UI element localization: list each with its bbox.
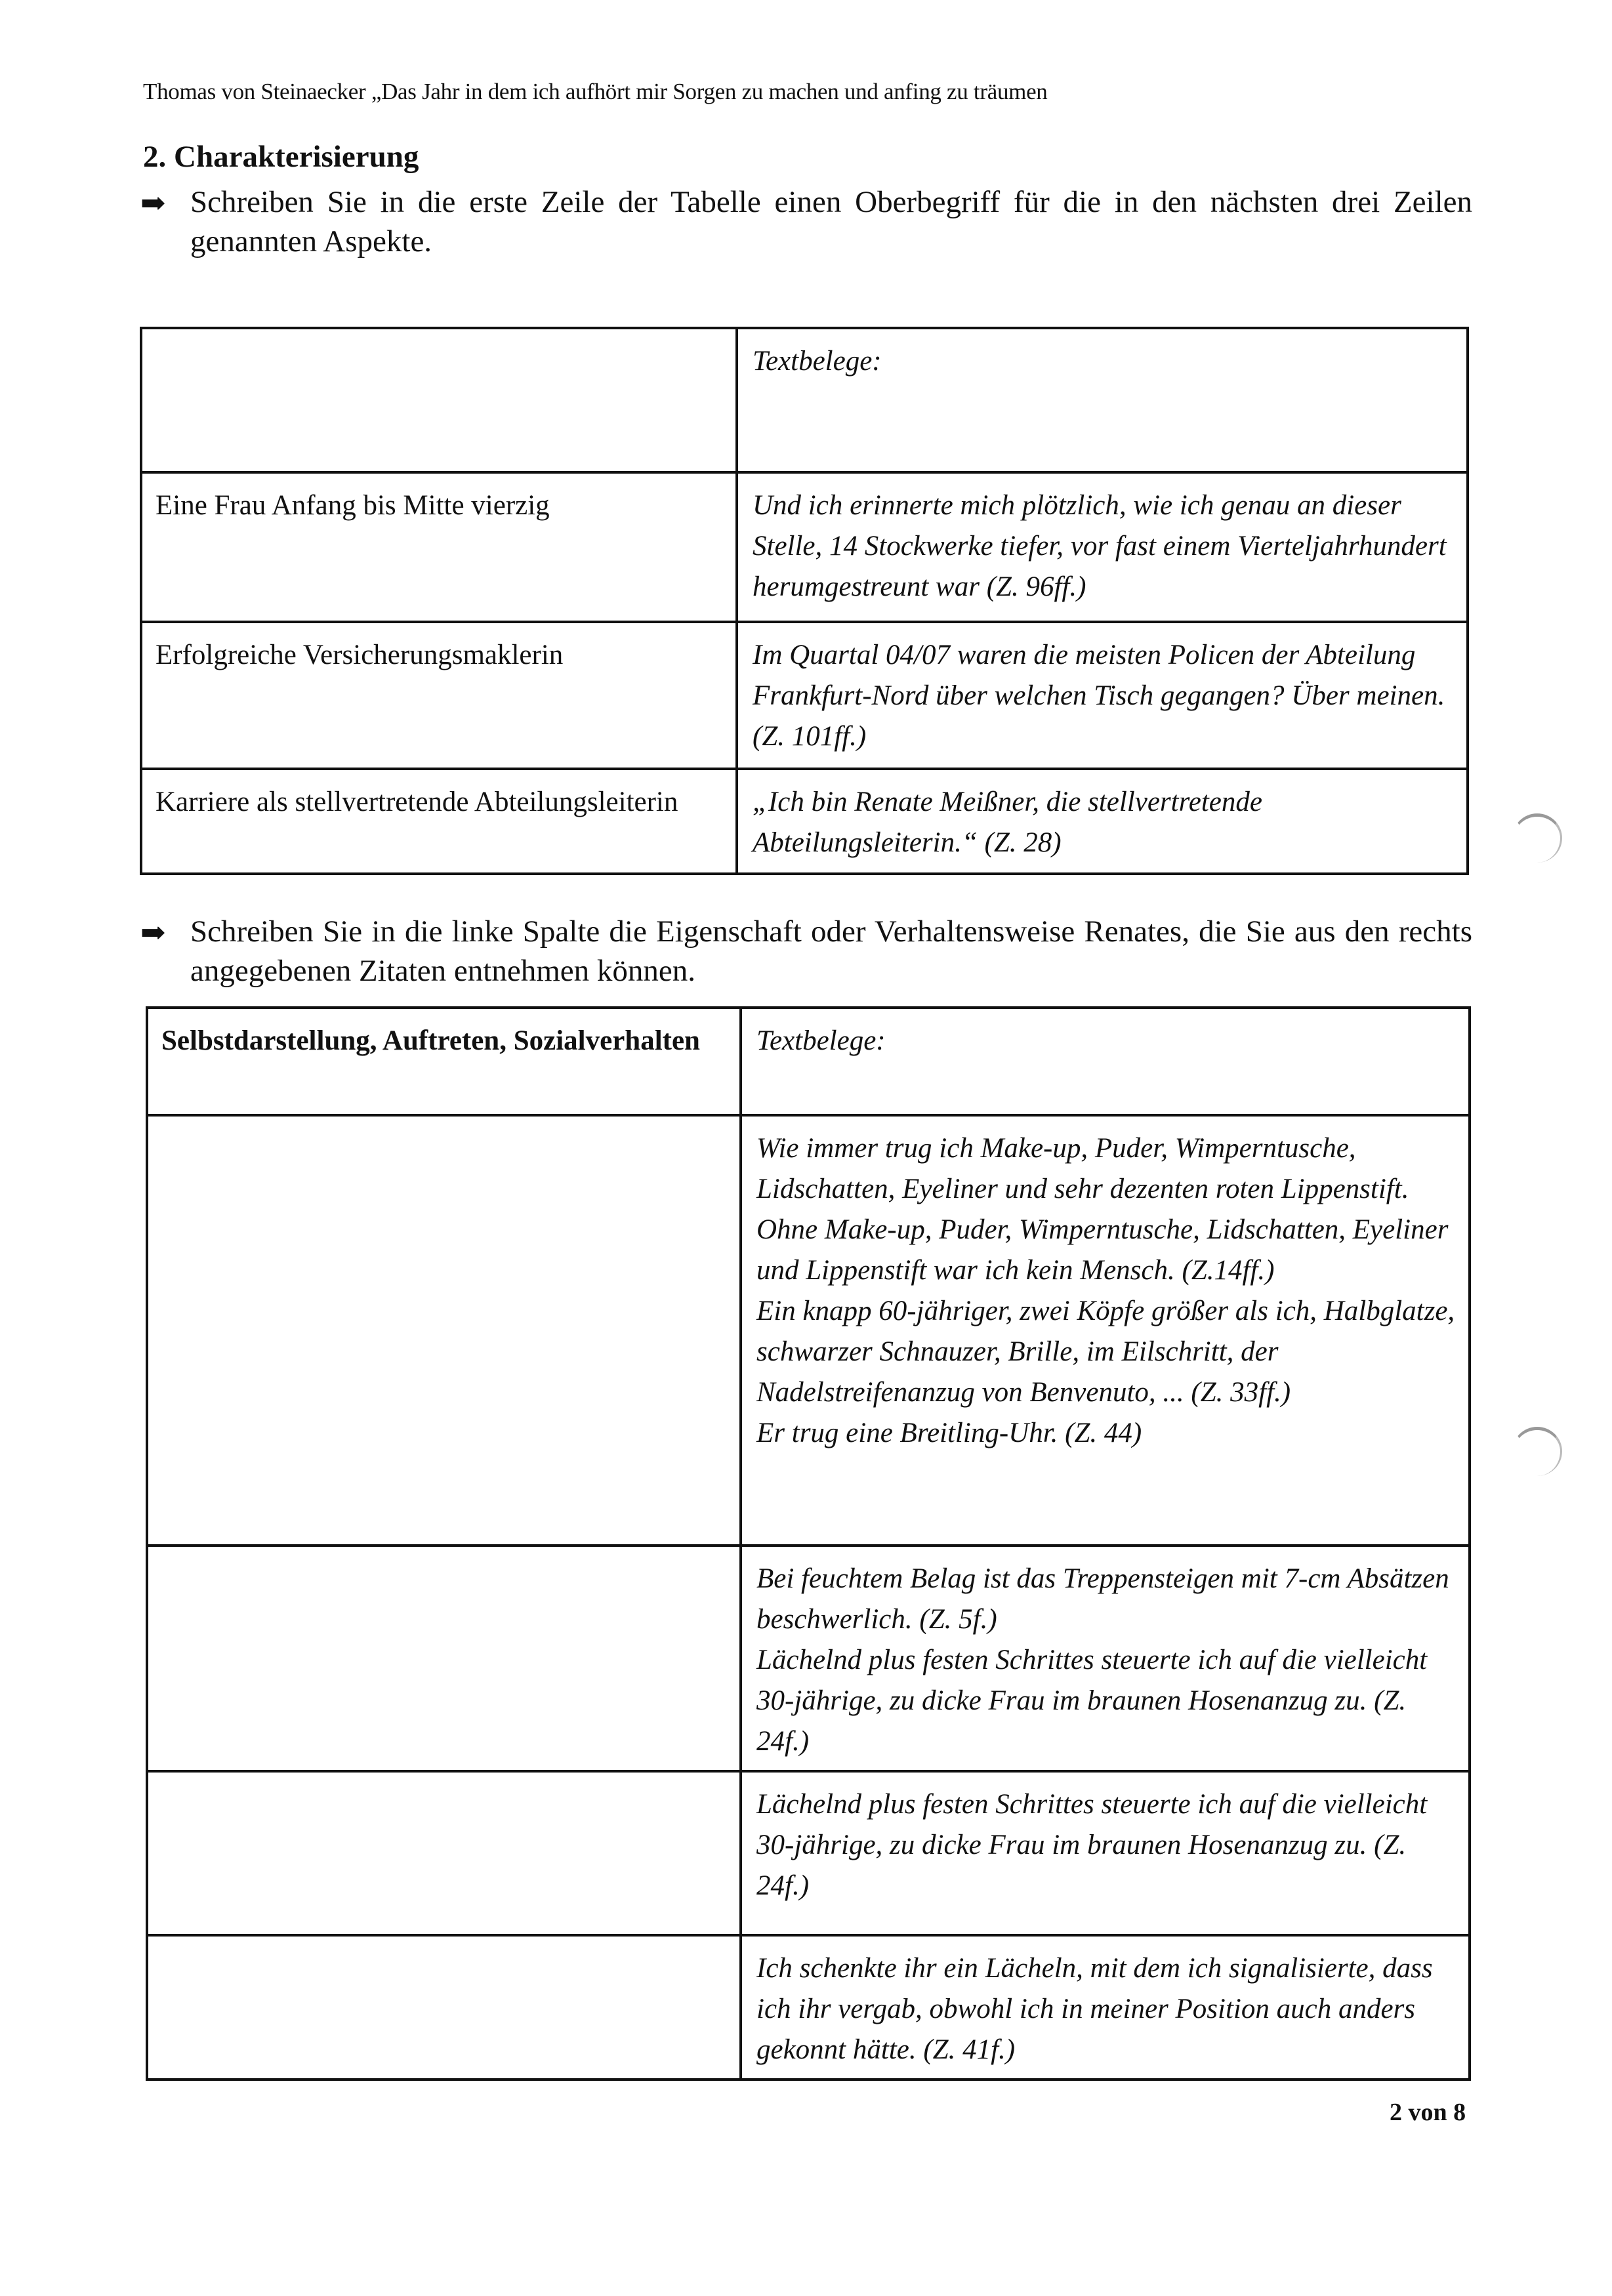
instruction-1-text: Schreiben Sie in die erste Zeile der Tabelle einen Oberbegriff für die in den nächsten drei Zeilen genannten Aspekte. — [190, 185, 1472, 258]
table2-row-4-answer-cell[interactable] — [147, 1935, 741, 2080]
table2-row-4-right: Ich schenkte ihr ein Lächeln, mit dem ich signalisierte, dass ich ihr vergab, obwohl ich in meiner Position auch anders gekonnt hätte. (Z. 41f.) — [741, 1935, 1470, 2080]
document-header: Thomas von Steinaecker „Das Jahr in dem ich aufhört mir Sorgen zu machen und anfing zu träumen — [143, 79, 1048, 104]
table1-row-3-right: „Ich bin Renate Meißner, die stellvertretende Abteilungsleiterin.“ (Z. 28) — [737, 769, 1468, 874]
table2-header-right-cell: Textbelege: — [741, 1008, 1470, 1115]
section-title: 2. Charakterisierung — [143, 140, 419, 174]
arrow-right-icon: ➡ — [140, 186, 166, 220]
table1-row-1-right: Und ich erinnerte mich plötzlich, wie ich genau an dieser Stelle, 14 Stockwerke tiefer, vor fast einem Vierteljahrhundert herumgestreunt war (Z. 96ff.) — [737, 472, 1468, 622]
page-number: 2 von 8 — [1390, 2099, 1466, 2126]
table2-row-3-answer-cell[interactable] — [147, 1771, 741, 1935]
table2-row-1-right: Wie immer trug ich Make-up, Puder, Wimperntusche, Lidschatten, Eyeliner und sehr dezenten roten Lippenstift. Ohne Make-up, Puder, Wimperntusche, Lidschatten, Eyeliner und Lippenstift war ich kein Mensch. (Z.14ff.) Ein knapp 60-jähriger, zwei Köpfe größer als ich, Halbglatze, schwarzer Schnauzer, Brille, im Eilschritt, der Nadelstreifenanzug von Benvenuto, ... (Z. 33ff.) Er trug eine Breitling-Uhr. (Z. 44) — [741, 1115, 1470, 1546]
instruction-2-text: Schreiben Sie in die linke Spalte die Eigenschaft oder Verhaltensweise Renates, die Sie aus den rechts angegebenen Zitaten entnehmen können. — [190, 914, 1472, 988]
table1-row-2-right: Im Quartal 04/07 waren die meisten Policen der Abteilung Frankfurt-Nord über welchen Tisch gegangen? Über meinen. (Z. 101ff.) — [737, 622, 1468, 769]
table1-row-2-left: Erfolgreiche Versicherungsmaklerin — [141, 622, 737, 769]
instruction-1 — [140, 182, 1472, 261]
punch-hole-mark — [1512, 813, 1562, 863]
arrow-right-icon: ➡ — [140, 916, 166, 949]
table1-row-1-left: Eine Frau Anfang bis Mitte vierzig — [141, 472, 737, 622]
table2-header-left-cell: Selbstdarstellung, Auftreten, Sozialverhalten — [147, 1008, 741, 1115]
instruction-2 — [140, 912, 1472, 991]
table1-header-right-cell: Textbelege: — [737, 328, 1468, 472]
behaviour-table — [146, 1006, 1471, 2081]
punch-hole-mark — [1512, 1427, 1562, 1476]
table2-row-2-answer-cell[interactable] — [147, 1546, 741, 1771]
aspects-table — [140, 327, 1469, 875]
table2-row-2-right: Bei feuchtem Belag ist das Treppensteigen mit 7-cm Absätzen beschwerlich. (Z. 5f.) Lächelnd plus festen Schrittes steuerte ich auf die vielleicht 30-jährige, zu dicke Frau im braunen Hosenanzug zu. (Z. 24f.) — [741, 1546, 1470, 1771]
table1-row-3-left: Karriere als stellvertretende Abteilungsleiterin — [141, 769, 737, 874]
table1-header-left-cell[interactable] — [141, 328, 737, 472]
table2-row-1-answer-cell[interactable] — [147, 1115, 741, 1546]
table2-row-3-right: Lächelnd plus festen Schrittes steuerte ich auf die vielleicht 30-jährige, zu dicke Frau im braunen Hosenanzug zu. (Z. 24f.) — [741, 1771, 1470, 1935]
